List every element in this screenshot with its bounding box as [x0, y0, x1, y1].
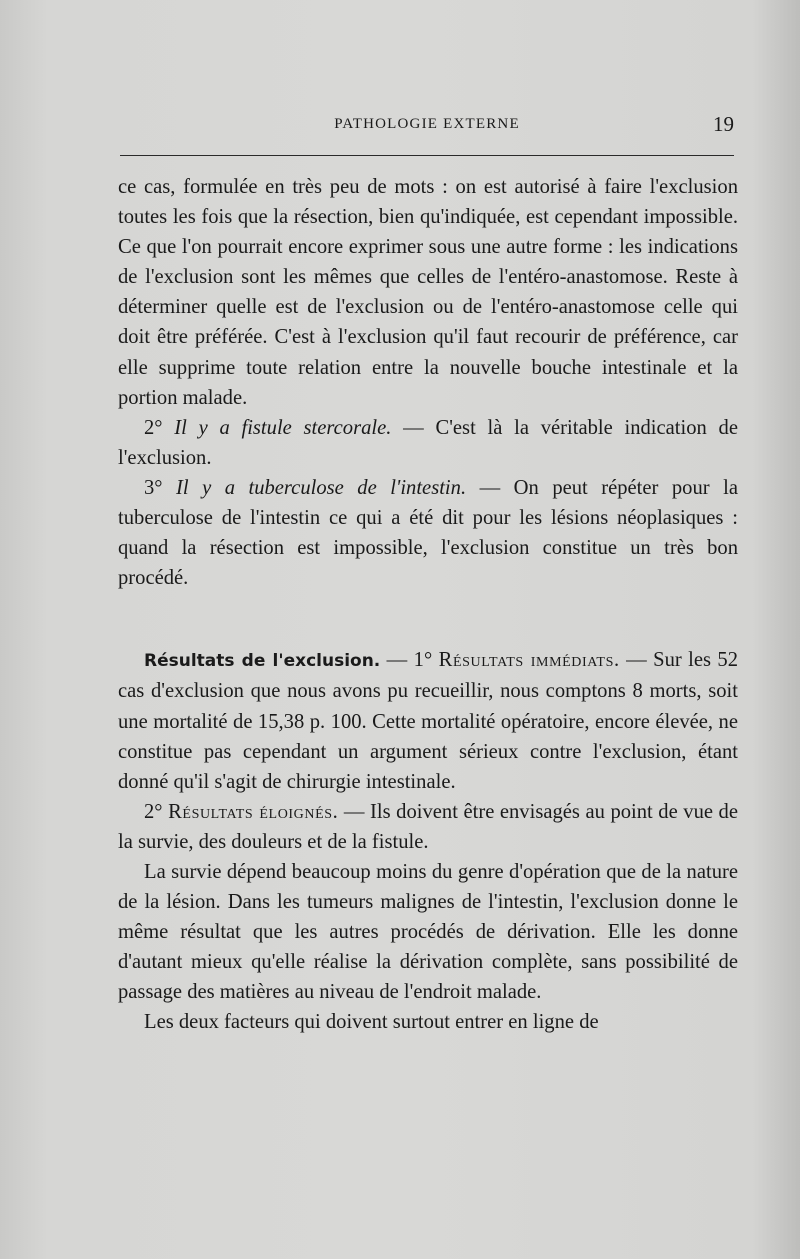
list-number: 3° [144, 476, 177, 499]
body-text [118, 172, 738, 1038]
paragraph: La survie dépend beaucoup moins du genre d'opération que de la nature de la lésion. Dans les tumeurs malignes de l'intestin, l'exclusion donne le même résultat que les autres procédés de dérivation. Elle les donne d'autant mieux qu'elle réalise la dérivation complète, sans possibilité de passage des matières au niveau de l'endroit malade. [118, 860, 738, 1004]
section-gap [118, 593, 738, 645]
subsection-heading: Résultats éloignés. [168, 800, 339, 823]
page-header [120, 112, 734, 142]
item-text: — Sur les 52 cas d'exclusion que nous avons pu recueillir, nous comptons 8 morts, soit une mortalité de 15,38 p. 100. Cette mortalité opératoire, encore élevée, ne constitue pas cependant un argument sérieux contre l'exclusion, étant donné qu'il s'agit de chirurgie intestinale. [118, 649, 738, 793]
page-number: 19 [713, 112, 734, 136]
list-number: 2° [144, 800, 169, 823]
item-text: — On peut répéter pour la tuberculose de l'intestin ce qui a été dit pour les lésions néoplasiques : quand la résection est impossible, l'exclusion constitue un très bon procédé. [118, 476, 738, 590]
item-text: — Ils doivent être envisagés au point de vue de la survie, des douleurs et de la fistule. [118, 800, 738, 853]
header-rule [120, 155, 734, 156]
section-heading: Résultats de l'exclusion. [144, 651, 381, 672]
heading-separator: — 1° [380, 649, 439, 672]
item-title: Il y a fistule stercorale. [174, 416, 392, 439]
item-text: — C'est là la véritable indication de l'exclusion. [118, 416, 738, 469]
paragraph [118, 473, 738, 593]
paragraph: ce cas, formulée en très peu de mots : on est autorisé à faire l'exclusion toutes les fois que la résection, bien qu'indiquée, est cependant impossible. Ce que l'on pourrait encore exprimer sous une autre forme : les indications de l'exclusion sont les mêmes que celles de l'entéro-anastomose. Reste à déterminer quelle est de l'exclusion ou de l'entéro-anastomose celle qui doit être préférée. C'est à l'exclusion qu'il faut recourir de préférence, car elle supprime toute relation entre la nouvelle bouche intestinale et la portion malade. [118, 176, 738, 409]
running-title: PATHOLOGIE EXTERNE [334, 116, 520, 132]
paragraph: Les deux facteurs qui doivent surtout entrer en ligne de [144, 1011, 599, 1034]
list-number: 2° [144, 416, 175, 439]
item-title: Il y a tuberculose de l'intestin. [176, 476, 467, 499]
subsection-heading: Résultats immédiats. [438, 649, 620, 672]
paragraph [118, 413, 738, 473]
paragraph [118, 797, 738, 857]
paragraph [118, 645, 738, 796]
